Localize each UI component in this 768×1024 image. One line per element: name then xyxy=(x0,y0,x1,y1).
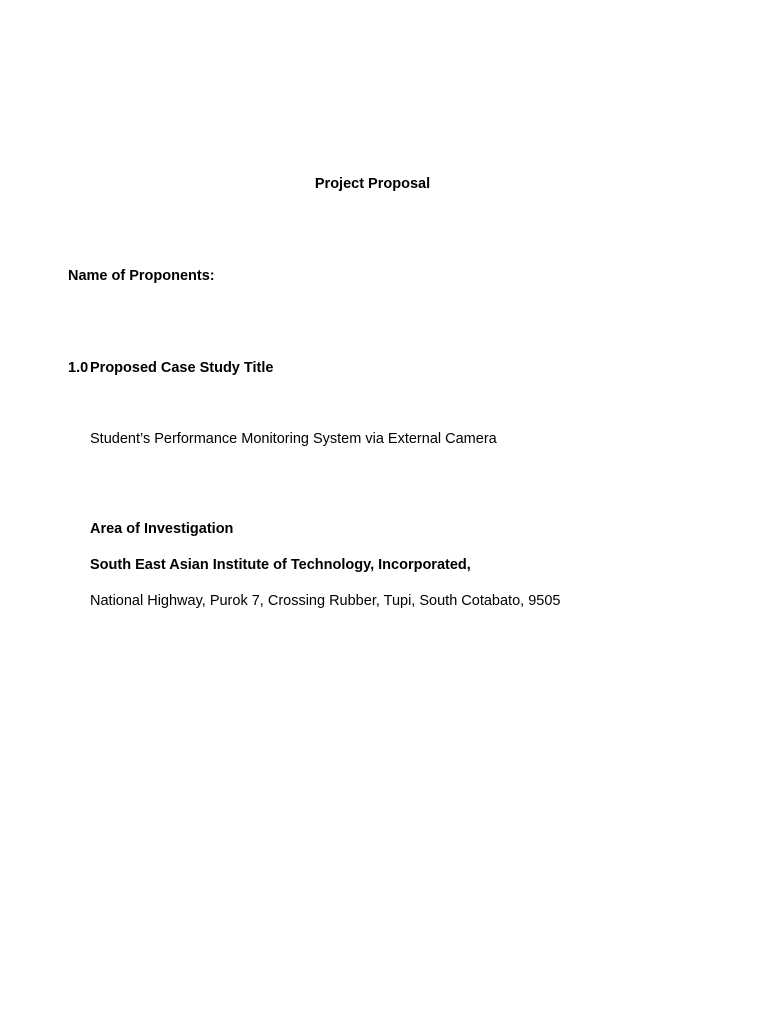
section-number: 1.0 xyxy=(68,360,89,376)
document-title: Project Proposal xyxy=(314,176,431,192)
section-heading: Proposed Case Study Title xyxy=(90,360,274,376)
institution-name: South East Asian Institute of Technology, Incorporated, xyxy=(90,557,471,573)
case-study-title: Student’s Performance Monitoring System via External Camera xyxy=(90,431,497,447)
area-heading: Area of Investigation xyxy=(90,521,234,537)
section-heading-row xyxy=(68,359,273,377)
proponents-label: Name of Proponents: xyxy=(68,268,215,284)
institution-address: National Highway, Purok 7, Crossing Rubber, Tupi, South Cotabato, 9505 xyxy=(90,593,561,609)
